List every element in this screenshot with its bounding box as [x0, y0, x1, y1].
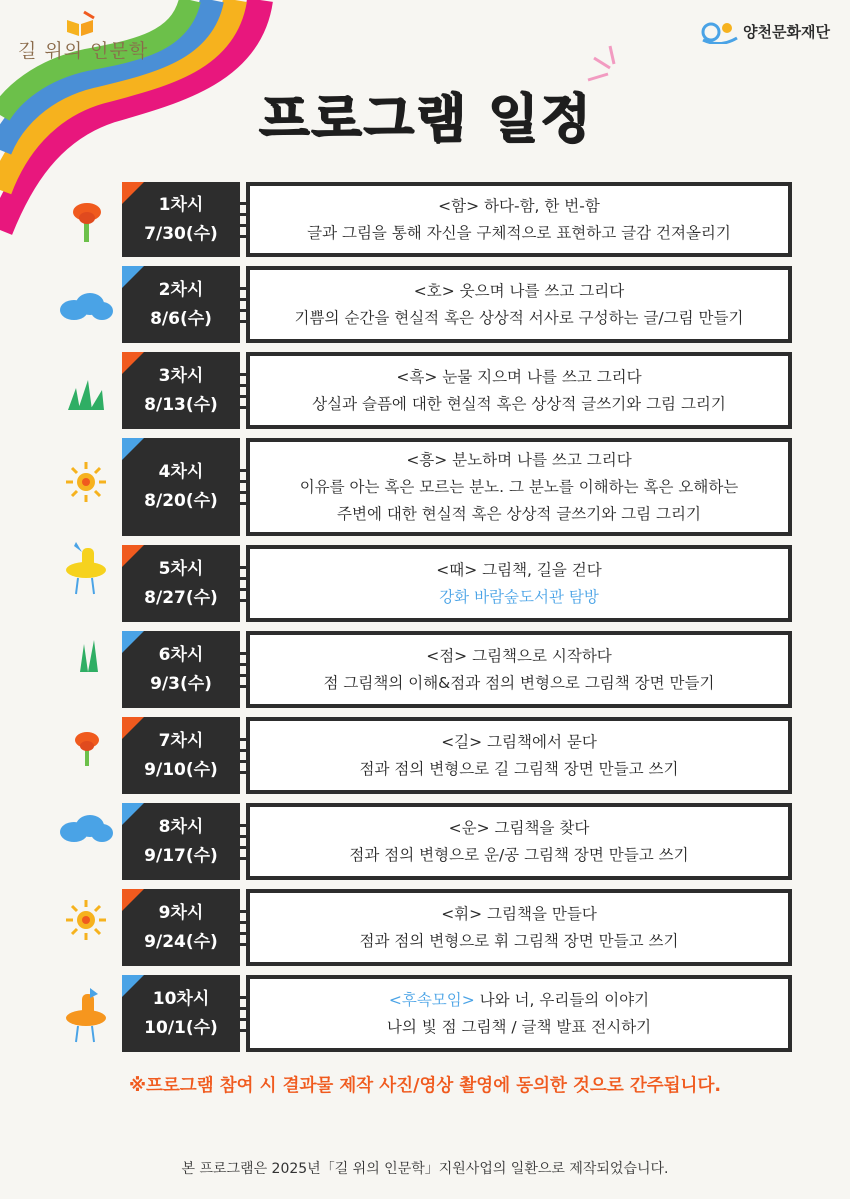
corner-accent: [122, 438, 144, 460]
session-description: 이유를 아는 혹은 모르는 분노. 그 분노를 이해하는 혹은 오해하는: [299, 477, 739, 496]
session-content: [246, 631, 792, 708]
session-date: 9/17(수): [144, 845, 218, 866]
session-date: 9/24(수): [144, 931, 218, 952]
divider-dashes: [236, 545, 248, 622]
session-date: 10/1(수): [144, 1017, 218, 1038]
session-number: 4차시: [158, 462, 204, 482]
session-label-box: [122, 352, 240, 429]
session-description: 점과 점의 변형으로 길 그림책 장면 만들고 쓰기: [359, 759, 679, 778]
session-topic: <점> 그림책으로 시작하다: [426, 646, 612, 665]
session-label-box: [122, 631, 240, 708]
session-label-box: [122, 545, 240, 622]
schedule-row: [122, 182, 792, 257]
session-date: 8/27(수): [144, 587, 218, 608]
session-number: 8차시: [158, 816, 204, 837]
foundation-logo-icon: [701, 18, 739, 44]
divider-dashes: [236, 889, 248, 966]
session-label-box: [122, 717, 240, 794]
session-content: [246, 352, 792, 429]
session-number: 9차시: [158, 902, 204, 923]
session-content: [246, 266, 792, 343]
corner-accent: [122, 182, 144, 204]
divider-dashes: [236, 438, 248, 536]
session-topic-rest: 나와 너, 우리들의 이야기: [474, 990, 650, 1009]
session-description: 글과 그림을 통해 자신을 구체적으로 표현하고 글감 건져올리기: [307, 223, 731, 242]
session-description: 상실과 슬픔에 대한 현실적 혹은 상상적 글쓰기와 그림 그리기: [312, 394, 726, 413]
corner-accent: [122, 975, 144, 997]
divider-dashes: [236, 182, 248, 257]
divider-dashes: [236, 266, 248, 343]
corner-accent: [122, 889, 144, 911]
corner-accent: [122, 545, 144, 567]
session-label-box: [122, 182, 240, 257]
corner-accent: [122, 717, 144, 739]
session-label-box: [122, 975, 240, 1052]
session-description-cont: 주변에 대한 현실적 혹은 상상적 글쓰기와 그림 그리기: [337, 504, 701, 523]
session-content: [246, 182, 792, 257]
consent-notice: ※프로그램 참여 시 결과물 제작 사진/영상 촬영에 동의한 것으로 간주됩니다.: [128, 1076, 722, 1096]
cloud-icon: [58, 292, 114, 322]
session-date: 8/20(수): [144, 491, 218, 511]
schedule-row: [122, 545, 792, 622]
session-number: 7차시: [158, 730, 204, 751]
schedule-row: [122, 975, 792, 1052]
bird-icon: [60, 540, 112, 598]
session-date: 7/30(수): [144, 223, 218, 244]
book-pencil-icon: [64, 10, 98, 38]
session-description: 점 그림책의 이해&점과 점의 변형으로 그림책 장면 만들기: [323, 673, 715, 692]
session-content: [246, 889, 792, 966]
session-topic: <길> 그림책에서 묻다: [441, 732, 597, 751]
corner-accent: [122, 266, 144, 288]
schedule-row: [122, 717, 792, 794]
divider-dashes: [236, 975, 248, 1052]
divider-dashes: [236, 631, 248, 708]
session-label-box: [122, 438, 240, 536]
session-number: 2차시: [158, 279, 204, 300]
divider-dashes: [236, 717, 248, 794]
session-content: [246, 803, 792, 880]
session-topic: <함> 하다-함, 한 번-함: [438, 196, 600, 215]
session-number: 10차시: [152, 988, 210, 1009]
session-number: 3차시: [158, 365, 204, 386]
session-topic: <호> 웃으며 나를 쓰고 그리다: [413, 281, 625, 300]
session-date: 8/13(수): [144, 394, 218, 415]
grass-icon: [66, 380, 106, 410]
session-number: 5차시: [158, 558, 204, 579]
session-date: 9/10(수): [144, 759, 218, 780]
sun-icon: [64, 460, 108, 504]
schedule-row: [122, 889, 792, 966]
corner-accent: [122, 631, 144, 653]
corner-accent: [122, 803, 144, 825]
session-label-box: [122, 266, 240, 343]
flower-icon: [70, 198, 104, 244]
brand-left: 길 위의 인문학: [18, 40, 149, 62]
session-date: 9/3(수): [150, 673, 212, 694]
flower-small-icon: [72, 728, 102, 766]
schedule-row: [122, 438, 792, 536]
schedule-list: [122, 182, 792, 1061]
session-description: 나의 빛 점 그림책 / 글책 발표 전시하기: [386, 1017, 652, 1036]
followup-tag: <후속모임>: [388, 990, 475, 1009]
page-title: 프로그램 일정: [258, 89, 592, 149]
schedule-row: [122, 266, 792, 343]
session-description: 기쁨의 순간을 현실적 혹은 상상적 서사로 구성하는 글/그림 만들기: [294, 308, 744, 327]
session-content: [246, 975, 792, 1052]
session-number: 6차시: [158, 644, 204, 665]
session-description: 점과 점의 변형으로 휘 그림책 장면 만들고 쓰기: [359, 931, 679, 950]
schedule-row: [122, 803, 792, 880]
divider-dashes: [236, 352, 248, 429]
schedule-row: [122, 352, 792, 429]
divider-dashes: [236, 803, 248, 880]
brand-right: [701, 18, 830, 44]
corner-accent: [122, 352, 144, 374]
session-topic: [389, 987, 649, 1014]
sun-icon-2: [64, 898, 108, 942]
session-topic: <운> 그림책을 찾다: [448, 818, 590, 837]
grass-sprout-icon: [78, 640, 102, 672]
session-date: 8/6(수): [150, 308, 212, 329]
session-topic: <때> 그림책, 길을 걷다: [436, 560, 602, 579]
session-topic: <흑> 눈물 지으며 나를 쓰고 그리다: [396, 367, 642, 386]
cloud-icon-2: [58, 814, 114, 844]
session-description: 점과 점의 변형으로 운/공 그림책 장면 만들고 쓰기: [349, 845, 689, 864]
session-content: [246, 717, 792, 794]
session-label-box: [122, 803, 240, 880]
session-topic: <휘> 그림책을 만들다: [441, 904, 597, 923]
session-content: [246, 438, 792, 536]
session-field-trip: 강화 바람숲도서관 탐방: [439, 587, 599, 606]
session-content: [246, 545, 792, 622]
footer-note: 본 프로그램은 2025년「길 위의 인문학」지원사업의 일환으로 제작되었습니다.: [181, 1161, 669, 1177]
bird-icon-2: [60, 986, 112, 1046]
session-topic: <흥> 분노하며 나를 쓰고 그리다: [406, 450, 632, 469]
session-number: 1차시: [158, 194, 204, 215]
schedule-row: [122, 631, 792, 708]
session-label-box: [122, 889, 240, 966]
brand-right-label: 양천문화재단: [743, 22, 830, 41]
